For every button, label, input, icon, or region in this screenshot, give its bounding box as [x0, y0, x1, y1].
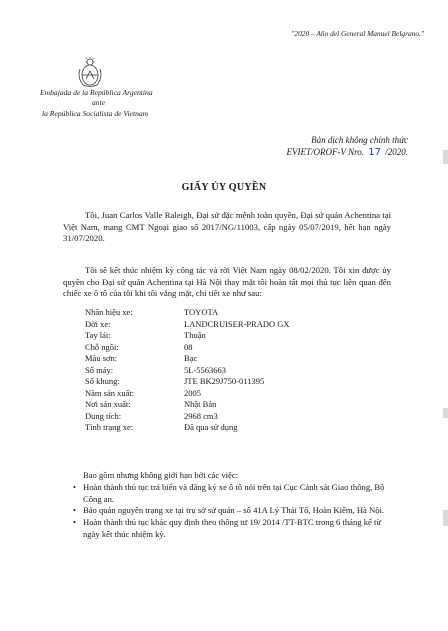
vehicle-row [85, 388, 290, 400]
vehicle-label: Tình trạng xe: [85, 422, 134, 432]
embassy-header [40, 88, 240, 119]
vehicle-label: Nơi sản xuất: [85, 399, 131, 409]
vehicle-label: Chỗ ngồi: [85, 341, 119, 352]
vehicle-label: Số máy: [85, 364, 114, 375]
year-motto: "2020 – Año del General Manuel Belgrano." [291, 29, 424, 38]
vehicle-row [85, 330, 290, 342]
scan-edge-mark [443, 408, 448, 418]
scope-item [73, 505, 395, 517]
scan-edge-mark [443, 150, 448, 164]
scope-item-text: Hoàn thành thủ tục khác quy định theo thông tư 19/ 2014 /TT-BTC trong 6 tháng kể từ ngày kết thúc nhiệm kỳ. [83, 517, 382, 539]
vehicle-label: Số khung: [85, 376, 120, 386]
vehicle-row [85, 353, 290, 365]
vehicle-details [85, 307, 290, 434]
vehicle-value: 08 [184, 341, 193, 352]
reference-prefix: EVIET/OROF-V Nro. [286, 146, 364, 157]
vehicle-label: Đời xe: [85, 318, 111, 329]
paragraph-authorization-text: Tôi sẽ kết thúc nhiệm kỳ công tác và rời Việt Nam ngày 08/02/2020. Tôi xin được ủy quyền cho Đại sứ quán Achentina tại Hà Nội thay mặt tôi hoàn tất mọi thủ tục liên quan đến chiếc xe ô tô của tôi khi tôi vắng mặt, chi tiết xe như sau: [63, 265, 391, 299]
vehicle-label: Màu sơn: [85, 353, 118, 363]
scope-list [73, 482, 395, 541]
vehicle-value: JTE BK29J750-011395 [184, 376, 265, 386]
vehicle-row [85, 319, 290, 331]
paragraph-identity-text: Tôi, Juan Carlos Valle Raleigh, Đại sứ đặc mệnh toàn quyền, Đại sứ quán Achentina tại Việt Nam, mang CMT Ngoại giao số 2017/NG/11003, cấp ngày 05/07/2019, hết hạn ngày 31/07/2020. [63, 210, 391, 244]
vehicle-row [85, 376, 290, 388]
vehicle-value: TOYOTA [184, 307, 219, 317]
vehicle-value: Bạc [184, 353, 198, 363]
embassy-line-3: la República Socialista de Vietnam [42, 108, 149, 118]
reference-handwritten-number: 17 [368, 146, 381, 158]
vehicle-value: Đã qua sử dụng [184, 422, 238, 432]
vehicle-value: Thuận [184, 330, 206, 340]
bullet: • [73, 517, 77, 528]
paragraph-authorization [63, 265, 391, 300]
vehicle-row [85, 342, 290, 354]
scope-item [73, 517, 395, 541]
argentina-coat-of-arms-icon [76, 57, 104, 89]
vehicle-row [85, 365, 290, 377]
scan-edge-mark [443, 510, 448, 526]
vehicle-value: Nhật Bản [184, 399, 217, 409]
translation-note [287, 135, 409, 158]
unofficial-translation-label: Bản dịch không chính thức [311, 135, 408, 145]
embassy-line-2: ante [92, 98, 106, 108]
vehicle-row [85, 411, 290, 423]
bullet: • [73, 505, 77, 516]
vehicle-value: 2968 cm3 [184, 410, 218, 421]
embassy-line-1: Embajada de la República Argentina [40, 88, 153, 97]
document-title: GIẤY ỦY QUYỀN [181, 182, 267, 193]
bullet: • [73, 481, 77, 492]
vehicle-value: LANDCRUISER-PRADO GX [184, 318, 290, 329]
vehicle-value: 5L-5563663 [184, 364, 227, 375]
scope-intro: Bao gồm nhưng không giới hạn bởi các việc: [83, 470, 239, 480]
scope-item-text: Hoàn thành thủ tục trả biển và đăng ký xe ô tô nói trên tại Cục Cảnh sát Giao thông, Bộ Công an. [83, 481, 385, 504]
authorization-scope [73, 470, 395, 541]
reference-number [287, 147, 409, 159]
vehicle-row [85, 422, 290, 434]
vehicle-label: Nhãn hiệu xe: [85, 307, 133, 317]
vehicle-label: Dung tích: [85, 410, 122, 421]
reference-suffix: /2020. [385, 146, 408, 157]
vehicle-row [85, 307, 290, 319]
scope-item-text: Bảo quản nguyên trạng xe tại trụ sở sứ quán – số 41A Lý Thái Tổ, Hoàn Kiếm, Hà Nội. [83, 505, 385, 516]
vehicle-value: 2005 [184, 387, 201, 398]
vehicle-label: Năm sản xuất: [85, 387, 135, 398]
scope-item [73, 482, 395, 506]
vehicle-label: Tay lái: [85, 330, 111, 340]
paragraph-identity [63, 210, 391, 245]
vehicle-row [85, 399, 290, 411]
